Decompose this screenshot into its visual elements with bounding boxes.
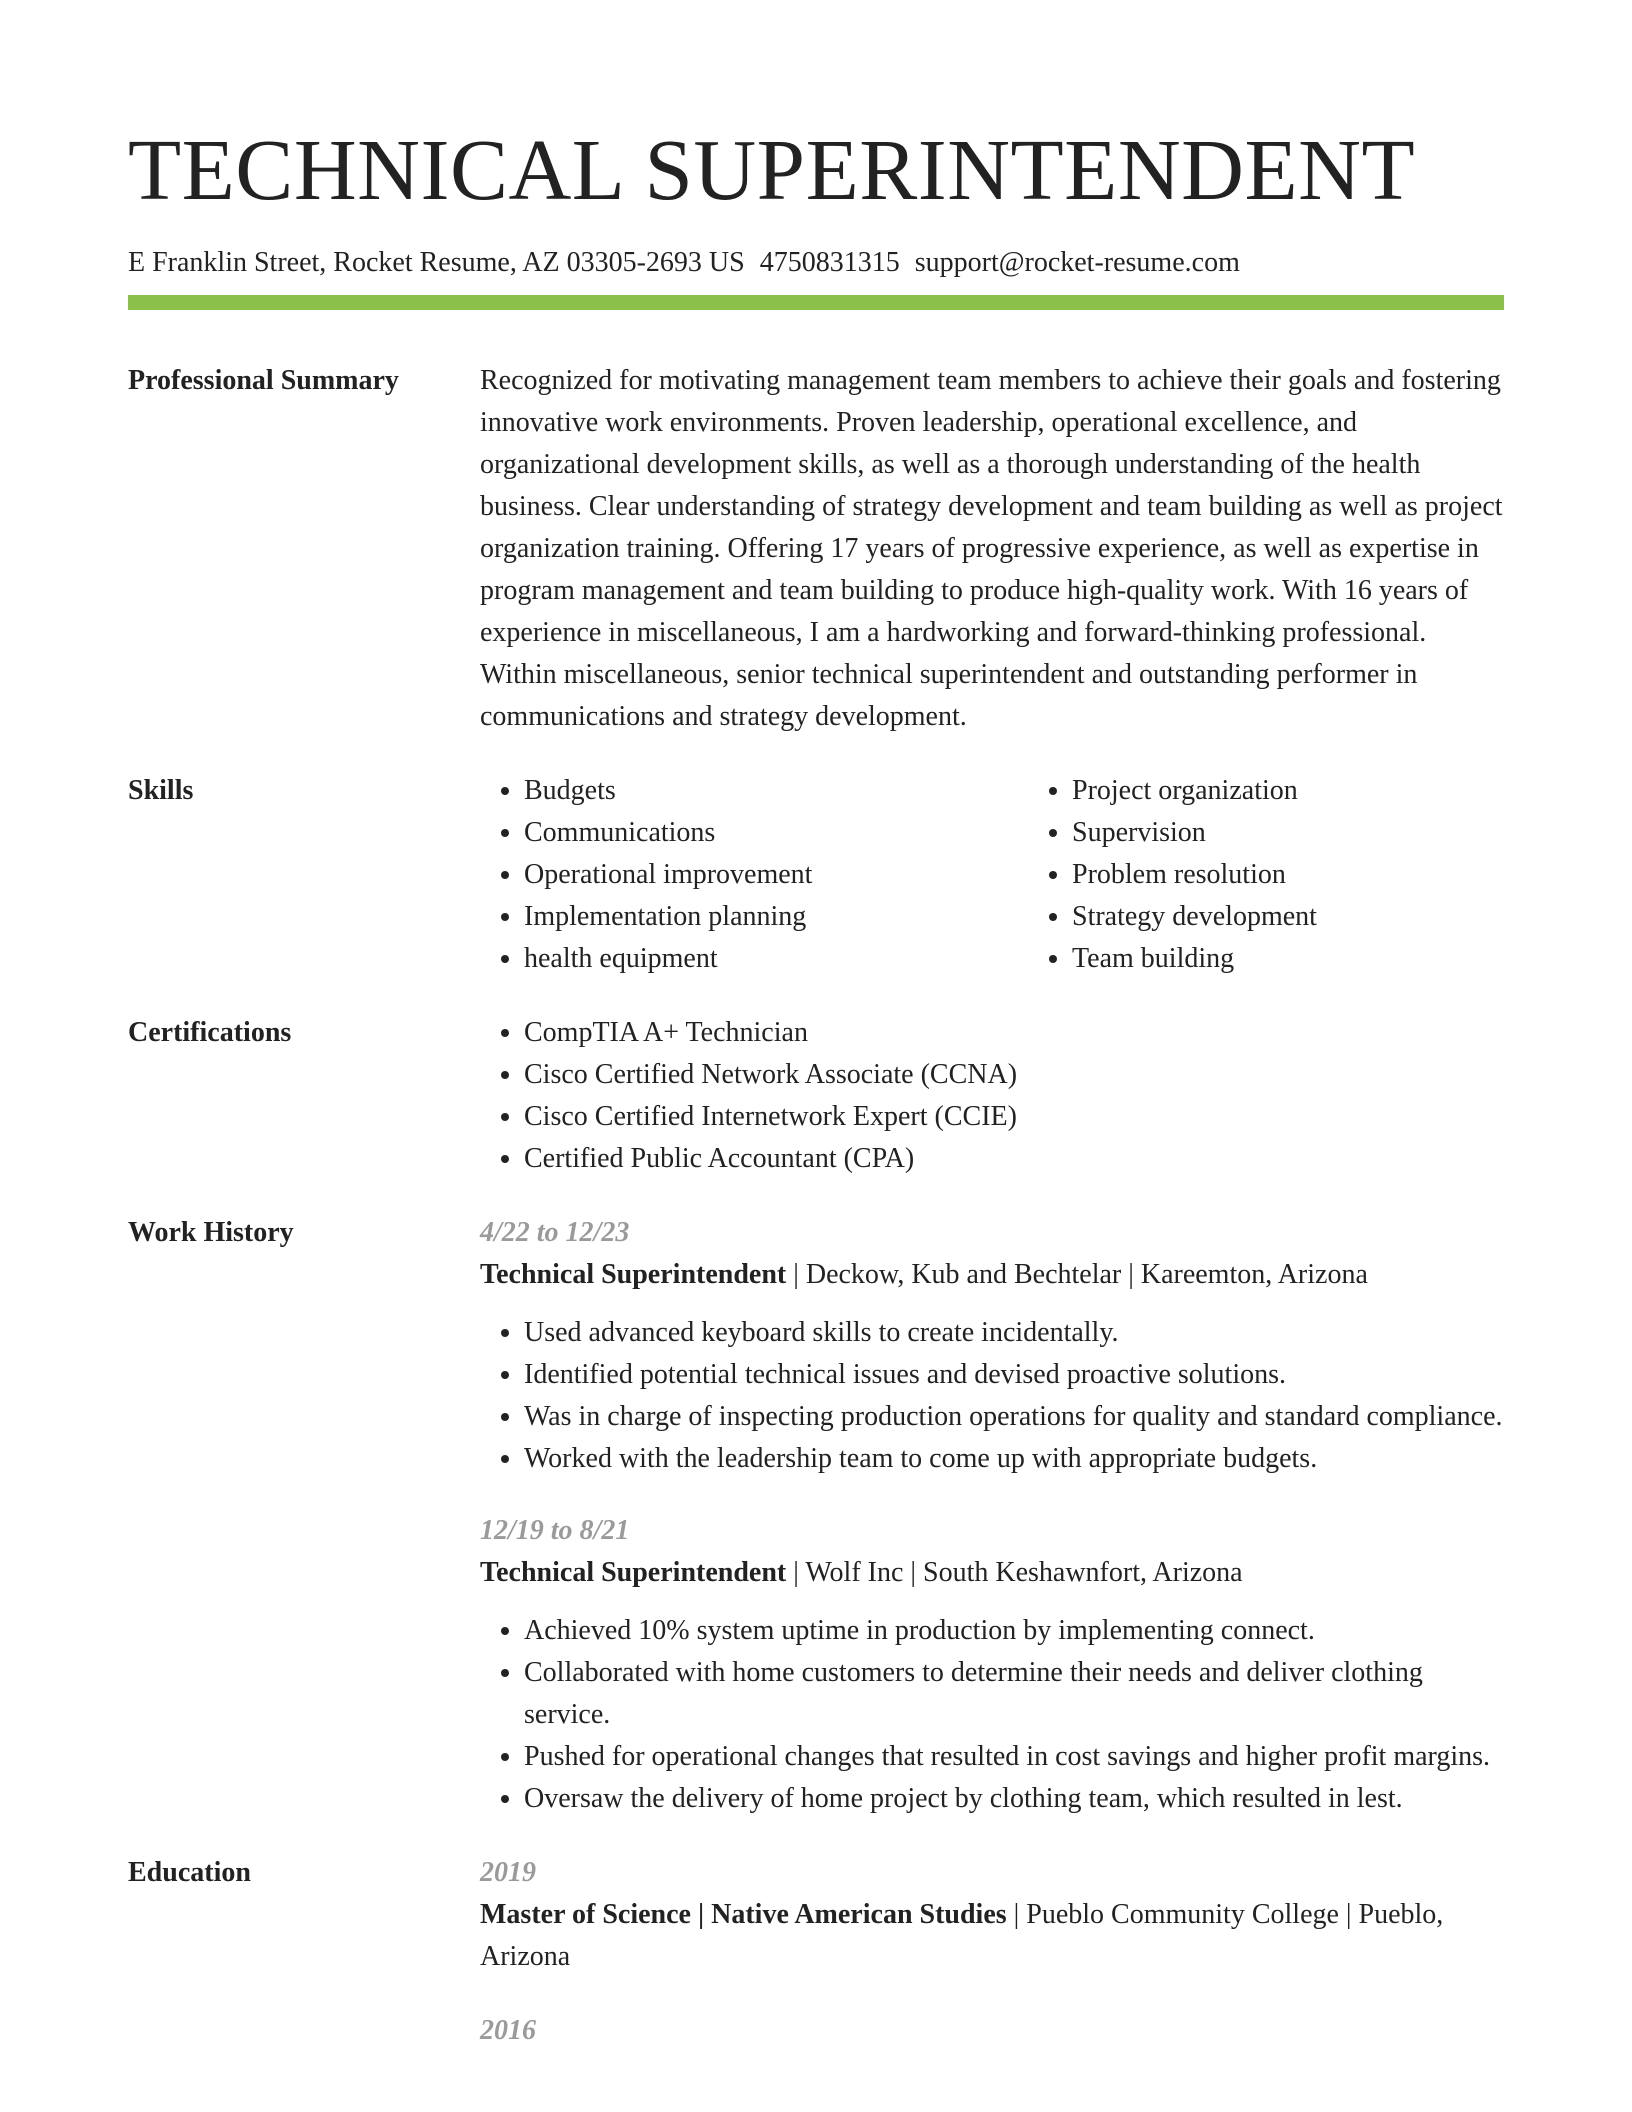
section-professional-summary — [128, 360, 1504, 738]
job-bullet: • Pushed for operational changes that resulted in cost savings and higher profit margins. — [524, 1736, 1504, 1778]
skills-list-left — [480, 770, 1028, 980]
job-bullets — [480, 1610, 1504, 1820]
job-entry — [480, 1212, 1504, 1480]
section-body — [480, 1012, 1504, 1180]
section-label: Work History — [128, 1217, 294, 1248]
job-bullet: • Identified potential technical issues and devised proactive solutions. — [524, 1354, 1504, 1396]
job-entry — [480, 1510, 1504, 1820]
skill-item: • Project organization — [1072, 770, 1576, 812]
education-entry — [480, 1852, 1504, 1978]
job-bullet: • Oversaw the delivery of home project by clothing team, which resulted in lest. — [524, 1778, 1504, 1820]
skill-item: • Implementation planning — [524, 896, 1028, 938]
education-entry — [480, 2010, 1504, 2052]
section-skills — [128, 770, 1504, 980]
education-year: 2016 — [480, 2015, 536, 2046]
certification-item: • Certified Public Accountant (CPA) — [524, 1138, 1504, 1180]
job-details: | Wolf Inc | South Keshawnfort, Arizona — [786, 1557, 1243, 1588]
section-label: Professional Summary — [128, 365, 399, 396]
education-details: | Pueblo Community College | Pueblo, Arizona — [480, 1899, 1444, 1972]
section-work-history — [128, 1212, 1504, 1820]
contact-address: E Franklin Street, Rocket Resume, AZ 03305-2693 US — [128, 247, 745, 278]
section-education — [128, 1852, 1504, 2052]
section-body — [480, 360, 1504, 738]
job-title: Technical Superintendent — [480, 1259, 787, 1290]
contact-phone: 4750831315 — [759, 247, 900, 278]
education-degree: Master of Science | Native American Studies — [480, 1899, 1007, 1930]
skills-columns — [480, 770, 1576, 980]
skill-item: • Supervision — [1072, 812, 1576, 854]
skill-item: • health equipment — [524, 938, 1028, 980]
job-bullet: • Worked with the leadership team to come up with appropriate budgets. — [524, 1438, 1504, 1480]
skill-item: • Strategy development — [1072, 896, 1576, 938]
job-bullets — [480, 1312, 1504, 1480]
certification-item: • Cisco Certified Network Associate (CCNA) — [524, 1054, 1504, 1096]
job-bullet: • Achieved 10% system uptime in production by implementing connect. — [524, 1610, 1504, 1652]
skill-item: • Problem resolution — [1072, 854, 1576, 896]
contact-email: support@rocket-resume.com — [914, 247, 1240, 278]
job-bullet: • Collaborated with home customers to determine their needs and deliver clothing service. — [524, 1652, 1504, 1736]
section-label: Education — [128, 1857, 251, 1888]
summary-text: Recognized for motivating management team members to achieve their goals and fostering innovative work environments. Proven leadership, operational excellence, and organizational development skills, as well as a thorough understanding of the health business. Clear understanding of strategy development and team building as well as project organization training. Offering 17 years of progressive experience, as well as expertise in program management and team building to produce high-quality work. With 16 years of experience in miscellaneous, I am a hardworking and forward-thinking professional. Within miscellaneous, senior technical superintendent and outstanding performer in communications and strategy development. — [480, 365, 1503, 732]
skills-list-right — [1028, 770, 1576, 980]
skill-item: • Budgets — [524, 770, 1028, 812]
section-certifications — [128, 1012, 1504, 1180]
section-body — [480, 1852, 1504, 2052]
skill-item: • Communications — [524, 812, 1028, 854]
job-dates: 4/22 to 12/23 — [480, 1217, 630, 1248]
job-dates: 12/19 to 8/21 — [480, 1515, 630, 1546]
job-heading — [480, 1552, 1504, 1594]
job-heading — [480, 1254, 1504, 1296]
job-details: | Deckow, Kub and Bechtelar | Kareemton, Arizona — [786, 1259, 1368, 1290]
job-bullet: • Was in charge of inspecting production operations for quality and standard compliance. — [524, 1396, 1504, 1438]
job-title: Technical Superintendent — [480, 1557, 787, 1588]
skill-item: • Team building — [1072, 938, 1576, 980]
education-year: 2019 — [480, 1857, 536, 1888]
section-body — [480, 1212, 1504, 1820]
header-divider — [128, 295, 1504, 310]
job-bullet: • Used advanced keyboard skills to create incidentally. — [524, 1312, 1504, 1354]
resume-title: TECHNICAL SUPERINTENDENT — [128, 121, 1416, 218]
skill-item: • Operational improvement — [524, 854, 1028, 896]
contact-line — [128, 246, 1504, 280]
section-label: Certifications — [128, 1017, 292, 1048]
certification-item: • Cisco Certified Internetwork Expert (CCIE) — [524, 1096, 1504, 1138]
section-label: Skills — [128, 775, 194, 806]
certification-item: • CompTIA A+ Technician — [524, 1012, 1504, 1054]
education-heading — [480, 1894, 1504, 1978]
certifications-list — [480, 1012, 1504, 1180]
